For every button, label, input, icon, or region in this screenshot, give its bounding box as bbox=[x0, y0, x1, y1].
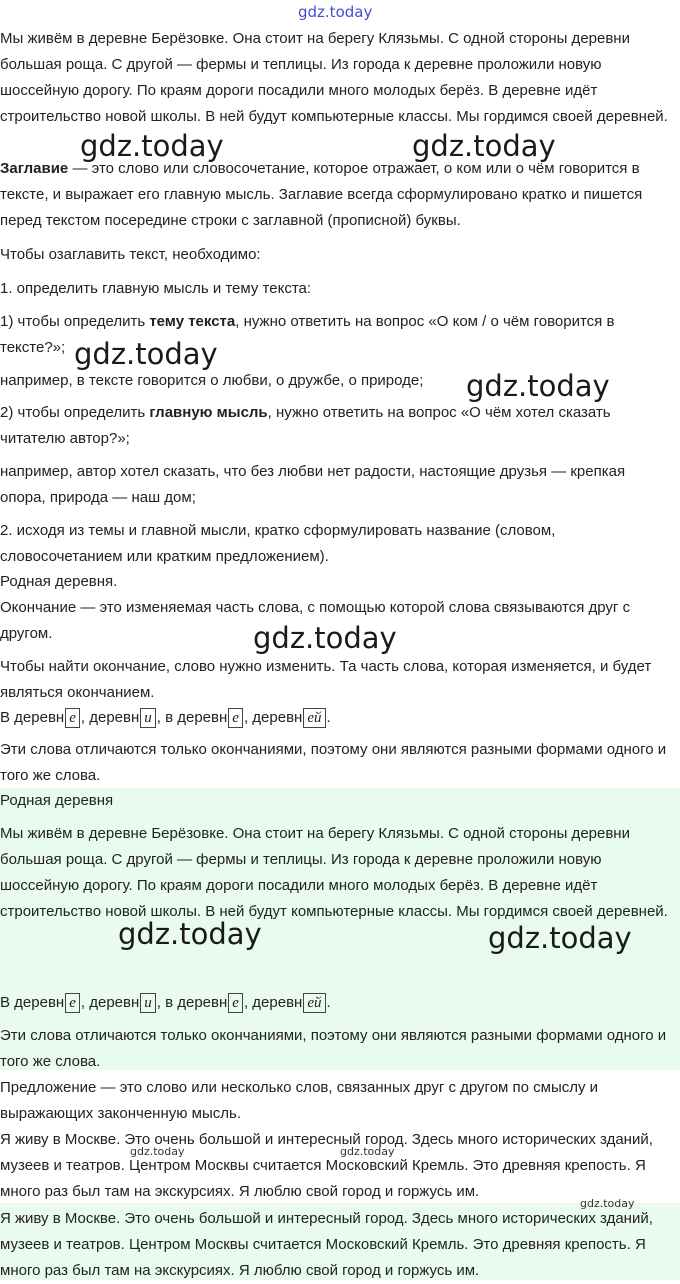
watermark: gdz.today bbox=[253, 621, 397, 655]
punctuation: . bbox=[326, 994, 331, 1011]
green-village-text: Мы живём в деревне Берёзовке. Она стоит на берегу Клязьмы. С одной стороны деревни большая роща. С другой — фермы и теплицы. Из города к деревне проложили новую шоссейную дорогу. По краям дороги посадили много молодых берёз. В деревне идёт строительство новой школы. В ней будут компьютерные классы. Мы гордимся своей деревней. bbox=[0, 825, 668, 920]
ending-box: ей bbox=[303, 993, 325, 1013]
green-title: Родная деревня bbox=[0, 792, 114, 809]
word-stem: , деревн bbox=[80, 709, 140, 726]
step-1-2 bbox=[0, 400, 670, 452]
ending-box: е bbox=[228, 708, 243, 728]
word-stem: , в деревн bbox=[156, 994, 228, 1011]
step-text: 2) чтобы определить bbox=[0, 404, 150, 421]
paragraph-title-definition bbox=[0, 156, 670, 234]
green-word-forms bbox=[0, 990, 670, 1016]
step-text: , нужно ответить на вопрос «О чём хотел сказать читателю автор?»; bbox=[0, 404, 611, 447]
step-1: 1. определить главную мысль и тему текста: bbox=[0, 280, 312, 297]
moscow-text: Я живу в Москве. Это очень большой и интересный город. Здесь много исторических зданий, музеев и театров. Центром Москвы считается Московский Кремль. Это древняя крепость. Я много раз был там на экскурсиях. Я люблю свой город и горжусь им. bbox=[0, 1131, 653, 1200]
term-title: Заглавие bbox=[0, 160, 69, 177]
paragraph-how-to-title: Чтобы озаглавить текст, необходимо: bbox=[0, 246, 261, 263]
answer-title: Родная деревня. bbox=[0, 573, 118, 590]
definition-text: — это слово или словосочетание, которое отражает, о ком или о чём говорится в тексте, и выражает его главную мысль. Заглавие всегда сформулировано кратко и пишется перед текстом посередине строки с заглавной (прописной) буквы. bbox=[0, 160, 643, 229]
moscow-text-green: Я живу в Москве. Это очень большой и интересный город. Здесь много исторических зданий, музеев и театров. Центром Москвы считается Московский Кремль. Это древняя крепость. Я много раз был там на экскурсиях. Я люблю свой город и горжусь им. bbox=[0, 1210, 653, 1279]
watermark: gdz.today bbox=[118, 917, 262, 951]
word-stem: , деревн bbox=[80, 994, 140, 1011]
punctuation: . bbox=[326, 709, 331, 726]
watermark-small: gdz.today bbox=[340, 1145, 395, 1158]
word-forms bbox=[0, 705, 670, 731]
word-stem: В деревн bbox=[0, 709, 65, 726]
sentence-definition: Предложение — это слово или несколько слов, связанных друг с другом по смыслу и выражающих законченную мысль. bbox=[0, 1079, 599, 1122]
term-topic: тему текста bbox=[149, 313, 236, 330]
watermark: gdz.today bbox=[80, 129, 224, 163]
green-forms-note: Эти слова отличаются только окончаниями, поэтому они являются разными формами одного и того же слова. bbox=[0, 1027, 667, 1070]
watermark-small: gdz.today bbox=[580, 1197, 635, 1210]
watermark: gdz.today bbox=[74, 337, 218, 371]
word-stem: В деревн bbox=[0, 994, 65, 1011]
watermark: gdz.today bbox=[412, 129, 556, 163]
word-stem: , в деревн bbox=[156, 709, 228, 726]
ending-definition: Окончание — это изменяемая часть слова, с помощью которой слова связываются друг с другом. bbox=[0, 599, 631, 642]
ending-box: ей bbox=[303, 708, 325, 728]
ending-box: е bbox=[65, 708, 80, 728]
paragraph-village: Мы живём в деревне Берёзовке. Она стоит на берегу Клязьмы. С одной стороны деревни большая роща. С другой — фермы и теплицы. Из города к деревне проложили новую шоссейную дорогу. По краям дороги посадили много молодых берёз. В деревне идёт строительство новой школы. В ней будут компьютерные классы. Мы гордимся своей деревней. bbox=[0, 30, 668, 125]
ending-box: и bbox=[140, 708, 156, 728]
ending-box: и bbox=[140, 993, 156, 1013]
step-2: 2. исходя из темы и главной мысли, кратко сформулировать название (словом, словосочетанием или кратким предложением). bbox=[0, 522, 556, 565]
watermark: gdz.today bbox=[488, 921, 632, 955]
ending-box: е bbox=[65, 993, 80, 1013]
word-stem: , деревн bbox=[243, 709, 303, 726]
watermark: gdz.today bbox=[466, 369, 610, 403]
step-text: , нужно ответить на вопрос «О ком / о чём говорится в тексте?»; bbox=[0, 313, 615, 356]
term-main-idea: главную мысль bbox=[149, 404, 268, 421]
word-stem: , деревн bbox=[243, 994, 303, 1011]
example-2: например, автор хотел сказать, что без любви нет радости, настоящие друзья — крепкая опора, природа — наш дом; bbox=[0, 463, 626, 506]
watermark-small: gdz.today bbox=[130, 1145, 185, 1158]
step-text: 1) чтобы определить bbox=[0, 313, 150, 330]
header-watermark: gdz.today bbox=[298, 3, 373, 21]
example-1: например, в тексте говорится о любви, о дружбе, о природе; bbox=[0, 372, 424, 389]
ending-how-to: Чтобы найти окончание, слово нужно изменить. Та часть слова, которая изменяется, и будет являться окончанием. bbox=[0, 658, 652, 701]
ending-box: е bbox=[228, 993, 243, 1013]
forms-note: Эти слова отличаются только окончаниями, поэтому они являются разными формами одного и того же слова. bbox=[0, 741, 667, 784]
